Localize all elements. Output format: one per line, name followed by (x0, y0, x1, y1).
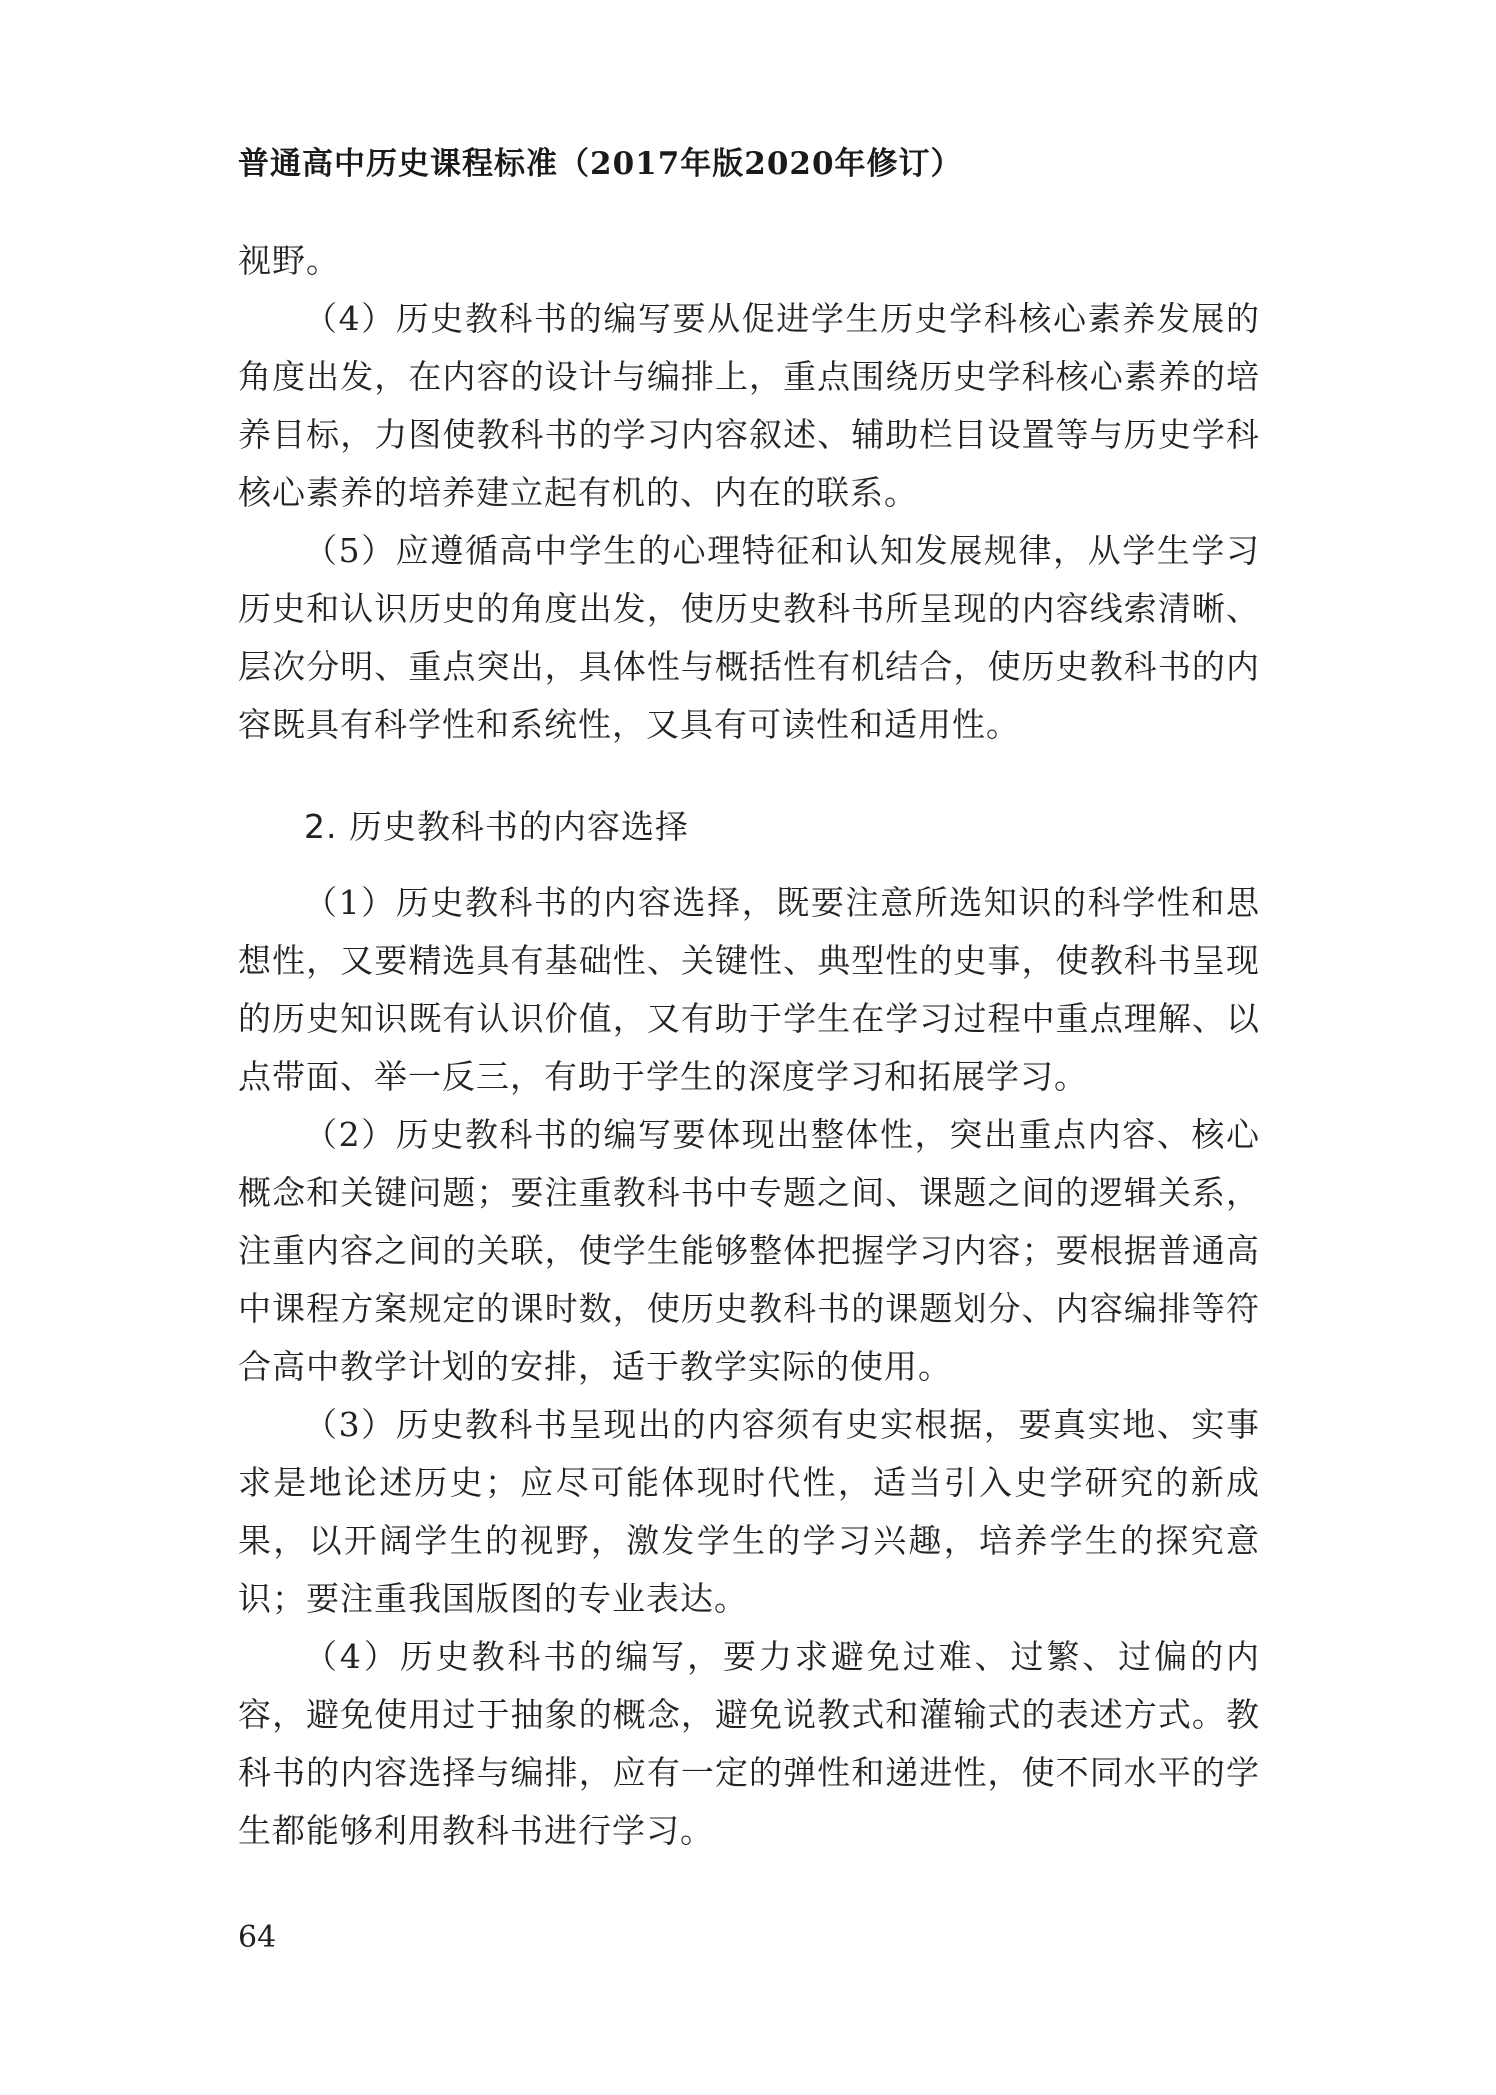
paragraph-item-4: （4）历史教科书的编写要从促进学生历史学科核心素养发展的角度出发，在内容的设计与编排上，重点围绕历史学科核心素养的培养目标，力图使教科书的学习内容叙述、辅助栏目设置等与历史学科核心素养的培养建立起有机的、内在的联系。 (238, 299, 1260, 512)
section-paragraph-1: （1）历史教科书的内容选择，既要注意所选知识的科学性和思想性，又要精选具有基础性、关键性、典型性的史事，使教科书呈现的历史知识既有认识价值，又有助于学生在学习过程中重点理解、以点带面、举一反三，有助于学生的深度学习和拓展学习。 (238, 883, 1260, 1096)
running-header: 普通高中历史课程标准（2017年版2020年修订） (238, 146, 963, 182)
page-number: 64 (238, 1920, 277, 1955)
section-paragraph-3: （3）历史教科书呈现出的内容须有史实根据，要真实地、实事求是地论述历史；应尽可能体现时代性，适当引入史学研究的新成果，以开阔学生的视野，激发学生的学习兴趣，培养学生的探究意识；要注重我国版图的专业表达。 (238, 1405, 1260, 1618)
paragraph-item-5: （5）应遵循高中学生的心理特征和认知发展规律，从学生学习历史和认识历史的角度出发，使历史教科书所呈现的内容线索清晰、层次分明、重点突出，具体性与概括性有机结合，使历史教科书的内容既具有科学性和系统性，又具有可读性和适用性。 (238, 531, 1260, 744)
page-body (238, 232, 1260, 1860)
paragraph-continuation: 视野。 (238, 241, 340, 280)
section-paragraph-2: （2）历史教科书的编写要体现出整体性，突出重点内容、核心概念和关键问题；要注重教科书中专题之间、课题之间的逻辑关系，注重内容之间的关联，使学生能够整体把握学习内容；要根据普通高中课程方案规定的课时数，使历史教科书的课题划分、内容编排等符合高中教学计划的安排，适于教学实际的使用。 (238, 1115, 1260, 1386)
section-paragraph-4: （4）历史教科书的编写，要力求避免过难、过繁、过偏的内容，避免使用过于抽象的概念，避免说教式和灌输式的表述方式。教科书的内容选择与编排，应有一定的弹性和递进性，使不同水平的学生都能够利用教科书进行学习。 (238, 1637, 1260, 1850)
section-heading: 2. 历史教科书的内容选择 (304, 807, 689, 846)
